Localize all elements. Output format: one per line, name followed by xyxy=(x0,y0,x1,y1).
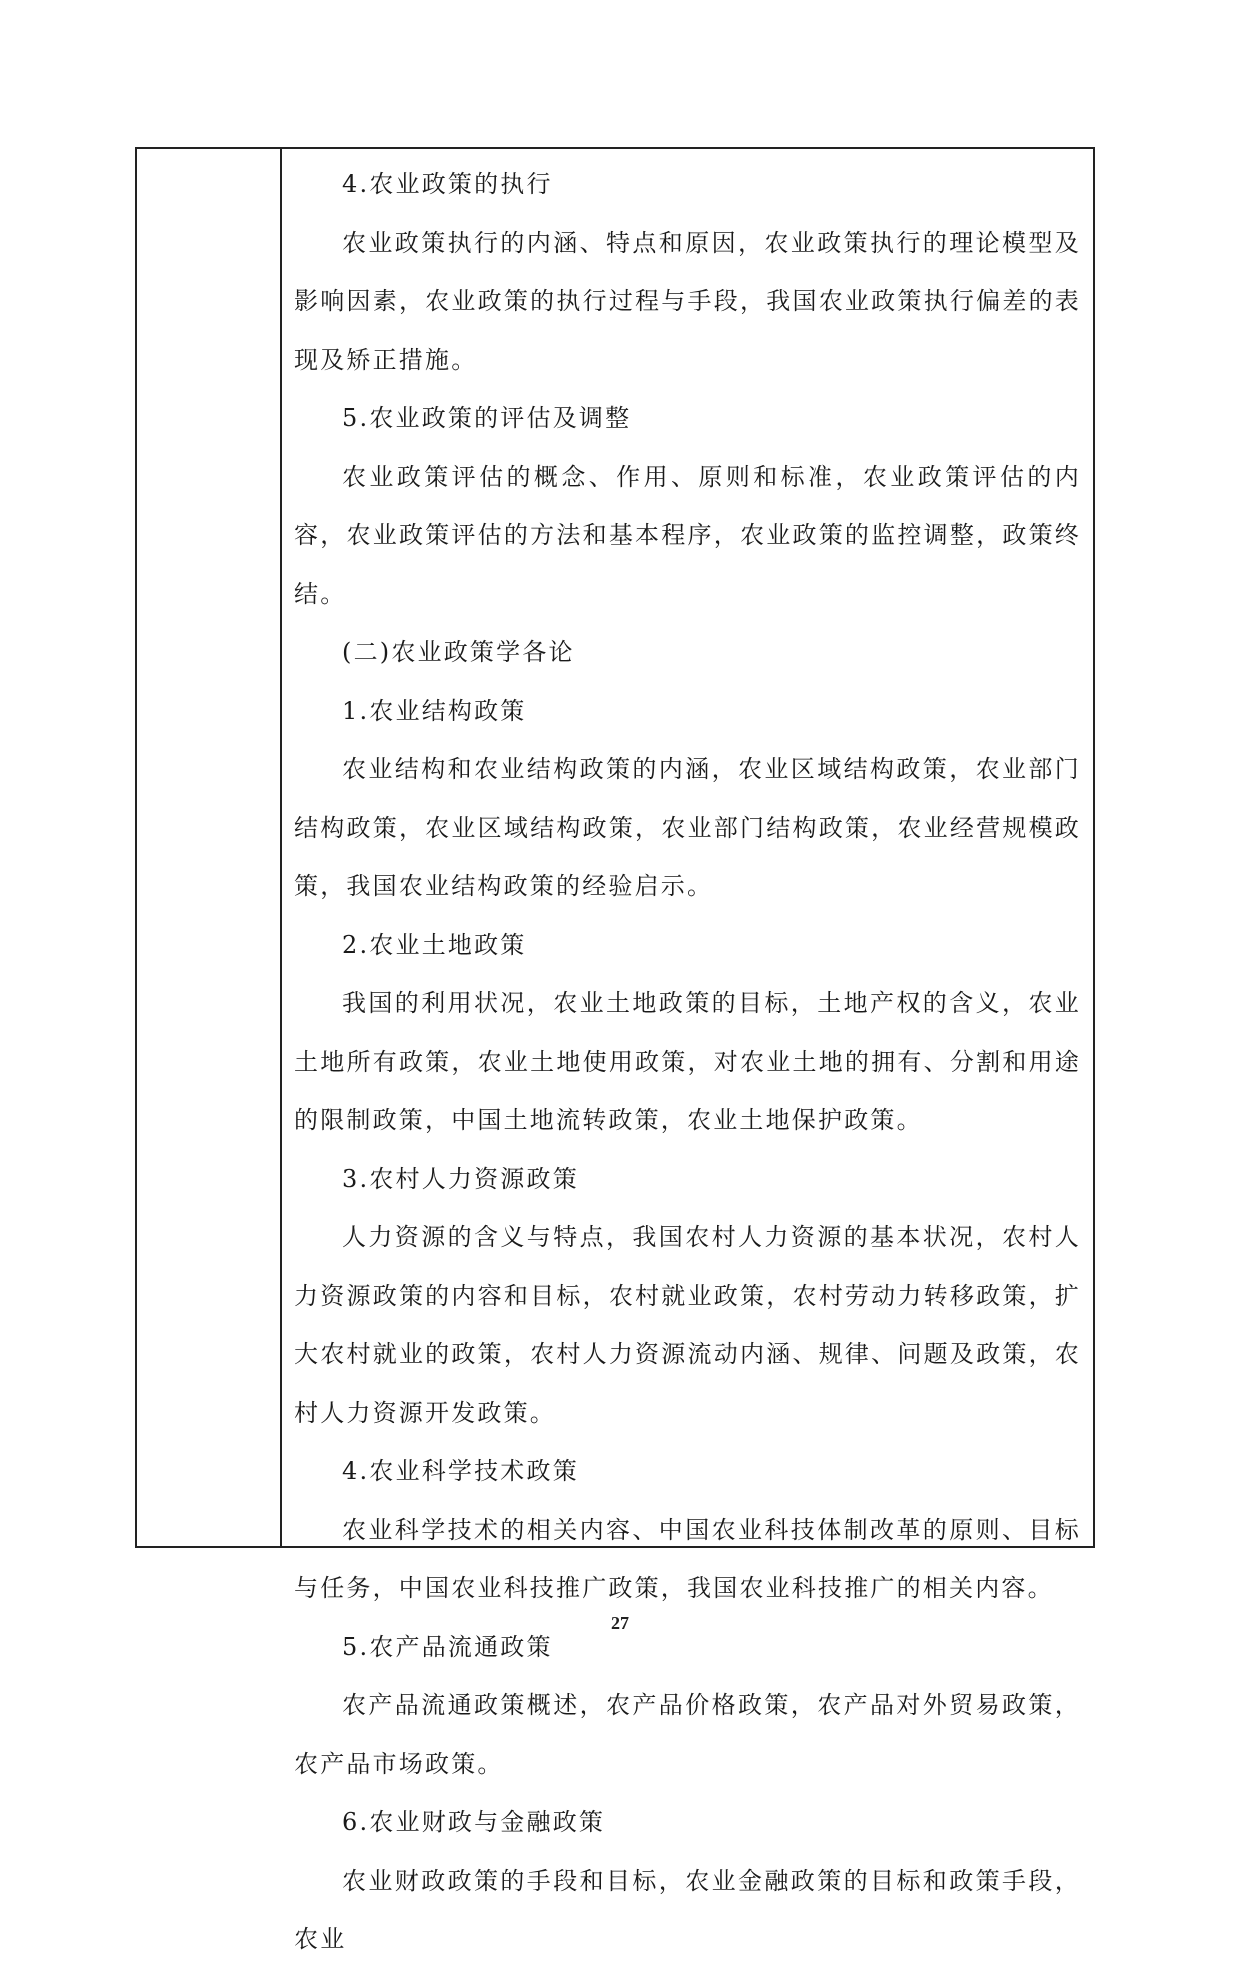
body-paragraph: 人力资源的含义与特点，我国农村人力资源的基本状况，农村人力资源政策的内容和目标，农村就业政策，农村劳动力转移政策，扩大农村就业的政策，农村人力资源流动内涵、规律、问题及政策，农村人力资源开发政策。 xyxy=(294,1223,1081,1427)
body-paragraph: 农业政策评估的概念、作用、原则和标准，农业政策评估的内容，农业政策评估的方法和基本程序，农业政策的监控调整，政策终结。 xyxy=(294,462,1081,608)
section-heading: 6.农业财政与金融政策 xyxy=(342,1808,606,1836)
section-heading: 4.农业科学技术政策 xyxy=(342,1457,579,1485)
body-paragraph: 农产品流通政策概述，农产品价格政策，农产品对外贸易政策，农产品市场政策。 xyxy=(294,1691,1081,1778)
body-paragraph: 农业结构和农业结构政策的内涵，农业区域结构政策，农业部门结构政策，农业区域结构政策，农业部门结构政策，农业经营规模政策，我国农业结构政策的经验启示。 xyxy=(294,755,1081,900)
part-heading: (二)农业政策学各论 xyxy=(342,638,575,666)
page-number: 27 xyxy=(611,1613,629,1633)
body-paragraph: 农业财政政策的手段和目标，农业金融政策的目标和政策手段，农业 xyxy=(294,1866,1081,1953)
table-left-cell xyxy=(137,149,282,1546)
section-heading: 1.农业结构政策 xyxy=(342,696,527,725)
section-heading: 4.农业政策的执行 xyxy=(342,170,553,198)
body-paragraph: 农业科学技术的相关内容、中国农业科技体制改革的原则、目标与任务，中国农业科技推广政策，我国农业科技推广的相关内容。 xyxy=(294,1515,1081,1602)
body-paragraph: 我国的利用状况，农业土地政策的目标，土地产权的含义，农业土地所有政策，农业土地使用政策，对农业土地的拥有、分割和用途的限制政策，中国土地流转政策，农业土地保护政策。 xyxy=(294,989,1081,1134)
section-heading: 3.农村人力资源政策 xyxy=(342,1164,579,1193)
body-paragraph: 农业政策执行的内涵、特点和原因，农业政策执行的理论模型及影响因素，农业政策的执行过程与手段，我国农业政策执行偏差的表现及矫正措施。 xyxy=(294,228,1081,374)
section-heading: 5.农产品流通政策 xyxy=(342,1632,553,1661)
section-heading: 5.农业政策的评估及调整 xyxy=(342,404,632,432)
section-heading: 2.农业土地政策 xyxy=(342,930,527,959)
